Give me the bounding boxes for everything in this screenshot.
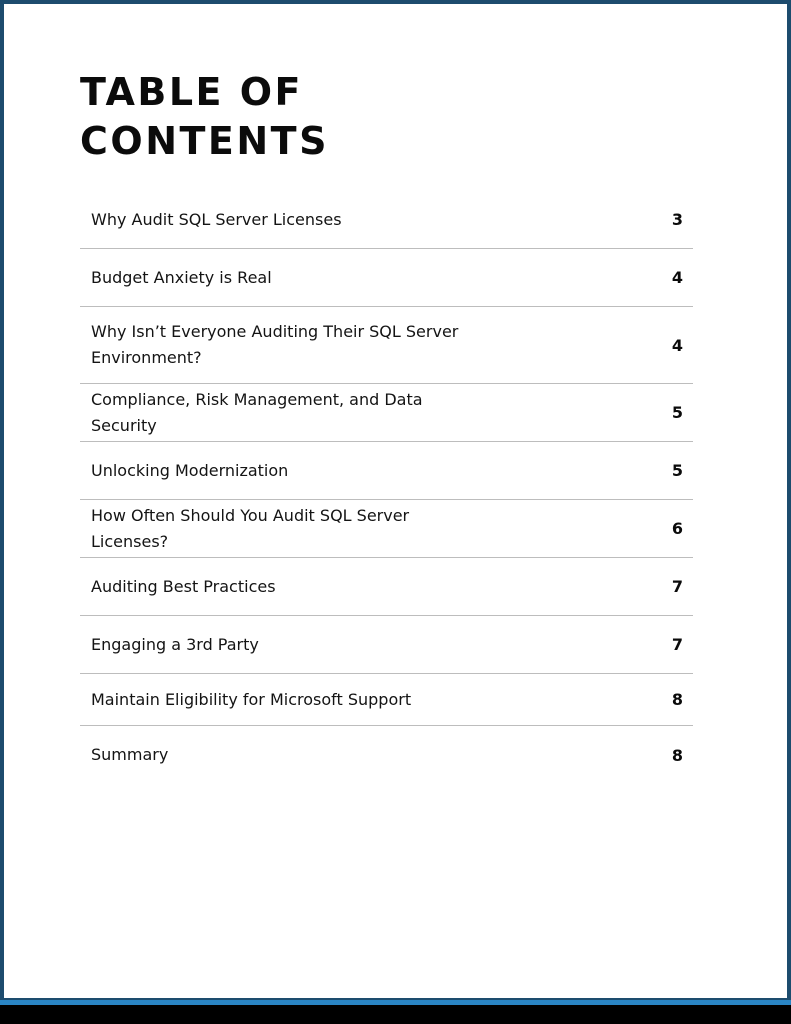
toc-entry-page-number: 4 [671,335,683,355]
toc-entry-label: Compliance, Risk Management, and Data Security [91,389,423,435]
toc-entry-label: Maintain Eligibility for Microsoft Support [91,689,412,709]
toc-entry-page-number: 4 [671,268,683,287]
page-title [80,68,329,166]
toc-entry[interactable] [80,384,693,442]
toc-entry[interactable] [80,558,693,616]
toc-entry[interactable] [80,726,693,784]
toc-entry-page-number: 8 [671,745,683,765]
toc-entry-label: Unlocking Modernization [91,460,289,480]
document-page [4,4,787,998]
toc-entry-page-number: 3 [671,210,683,229]
toc-entry[interactable] [80,307,693,384]
toc-entry[interactable] [80,500,693,558]
toc-entry[interactable] [80,249,693,307]
toc-entry-page-number: 8 [671,690,683,709]
page-title-line-1: TABLE OF [80,70,304,114]
toc-entry-page-number: 5 [671,461,683,480]
toc-entry-label: Budget Anxiety is Real [91,267,272,287]
toc-entry[interactable] [80,674,693,726]
toc-entry[interactable] [80,442,693,500]
toc-entry-label: Auditing Best Practices [91,576,276,596]
toc-entry-label: Why Isn’t Everyone Auditing Their SQL Server Environment? [91,322,459,367]
toc-entry-label: Why Audit SQL Server Licenses [91,209,342,229]
page-title-line-2: CONTENTS [80,119,329,163]
bottom-bar [0,1005,791,1024]
toc-entry-page-number: 7 [671,577,683,596]
toc-entry[interactable] [80,191,693,249]
toc-entry-page-number: 5 [671,403,683,422]
toc-entry-page-number: 7 [671,635,683,654]
toc-entry[interactable] [80,616,693,674]
toc-entry-label: Summary [91,745,169,764]
toc-entry-label: Engaging a 3rd Party [91,634,259,654]
toc-entry-page-number: 6 [671,519,683,538]
table-of-contents [80,191,693,784]
toc-entry-label: How Often Should You Audit SQL Server Licenses? [91,505,410,551]
